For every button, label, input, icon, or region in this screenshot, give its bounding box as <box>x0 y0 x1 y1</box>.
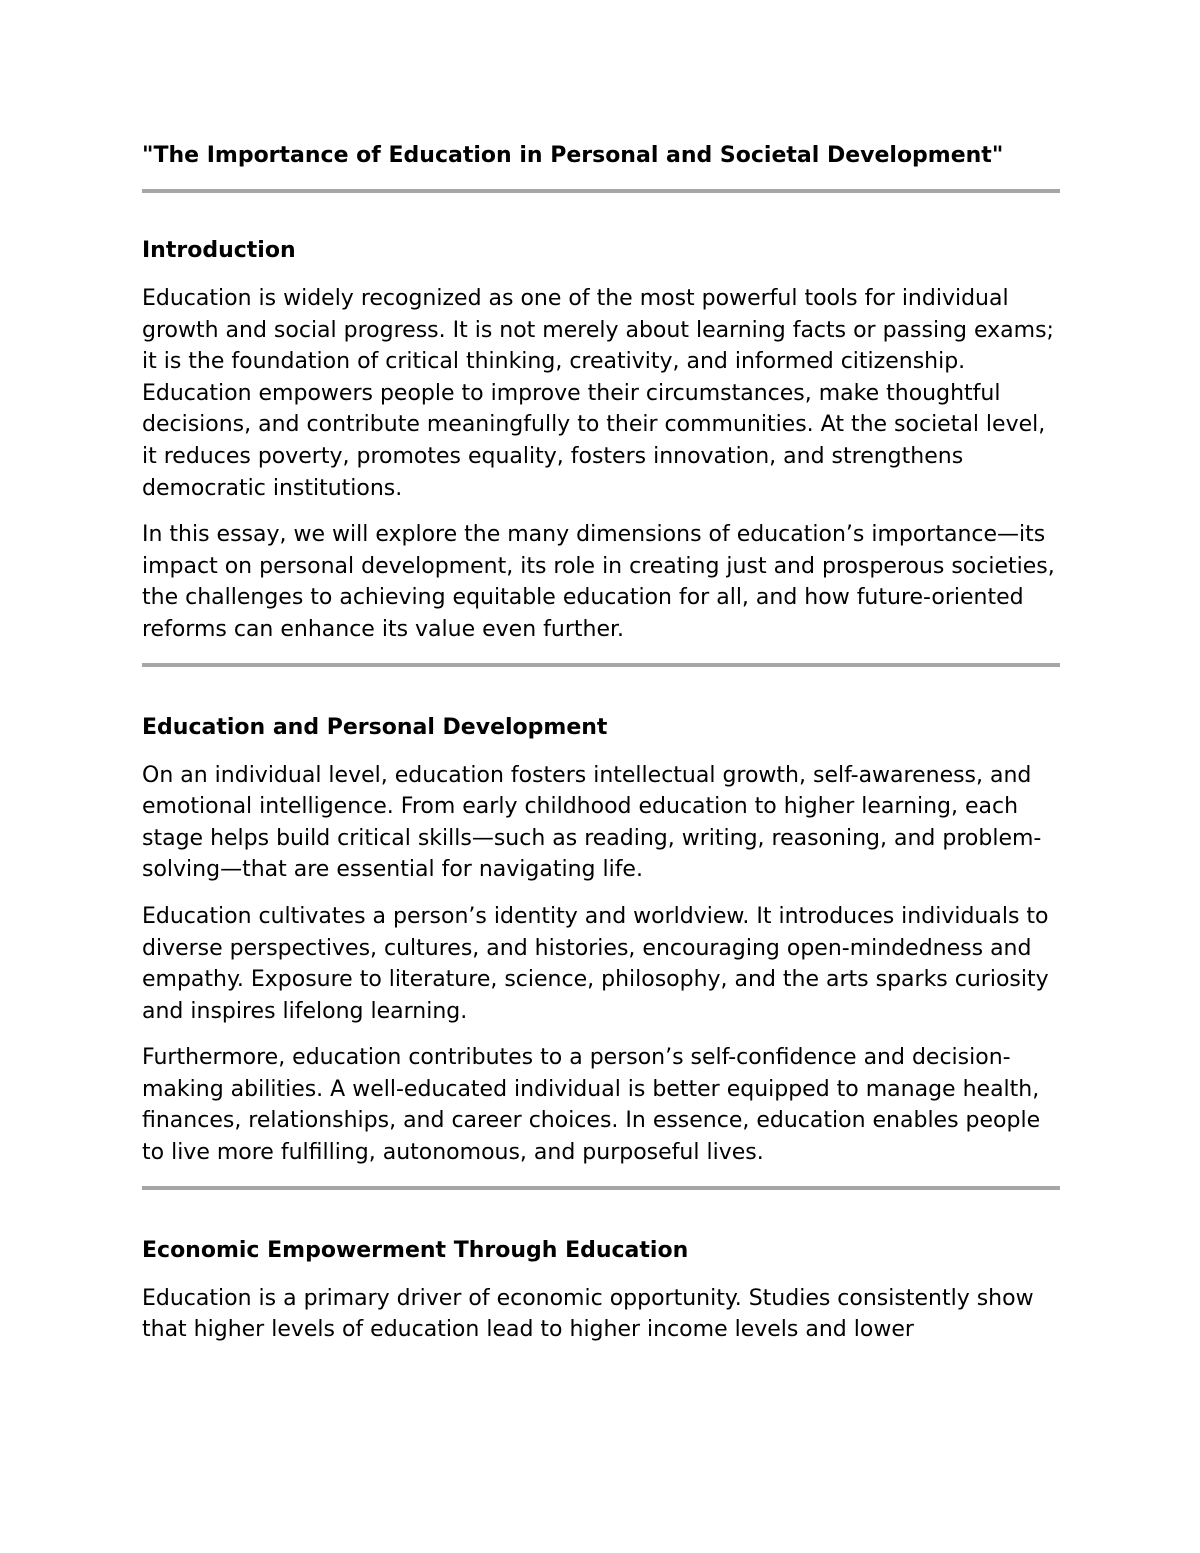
section-heading: Economic Empowerment Through Education <box>142 1237 689 1263</box>
horizontal-rule <box>142 1186 1060 1190</box>
horizontal-rule <box>142 663 1060 667</box>
paragraph: Education is widely recognized as one of the most powerful tools for individual growth and social progress. It is not merely about learning facts or passing exams; it is the foundation of critical thinking, creativity, and informed citizenship. Education empowers people to improve their circumstances, make thoughtful decisions, and contribute meaningfully to their communities. At the societal level, it reduces poverty, promotes equality, fosters innovation, and strengthens democratic institutions. <box>142 286 1054 501</box>
document-title: "The Importance of Education in Personal and Societal Development" <box>142 143 1004 168</box>
section-heading: Introduction <box>142 238 296 263</box>
paragraph: In this essay, we will explore the many dimensions of education’s importance—its impact on personal development, its role in creating just and prosperous societies, the challenges to achieving equitable education for all, and how future-oriented reforms can enhance its value even further. <box>142 522 1055 642</box>
section-heading: Education and Personal Development <box>142 714 608 740</box>
document-page <box>142 140 1060 1346</box>
paragraph: Education cultivates a person’s identity and worldview. It introduces individuals to diverse perspectives, cultures, and histories, encouraging open-mindedness and empathy. Exposure to literature, science, philosophy, and the arts sparks curiosity and inspires lifelong learning. <box>142 903 1049 1024</box>
paragraph: Furthermore, education contributes to a person’s self-confidence and decision-making abilities. A well-educated individual is better equipped to manage health, finances, relationships, and career choices. In essence, education enables people to live more fulfilling, autonomous, and purposeful lives. <box>142 1045 1041 1166</box>
section-introduction <box>142 235 1060 667</box>
paragraph: Education is a primary driver of economic opportunity. Studies consistently show that higher levels of education lead to higher income levels and lower <box>142 1285 1034 1343</box>
section-personal-development <box>142 712 1060 1190</box>
section-economic-empowerment <box>142 1235 1060 1346</box>
horizontal-rule <box>142 189 1060 193</box>
paragraph: On an individual level, education fosters intellectual growth, self-awareness, and emotional intelligence. From early childhood education to higher learning, each stage helps build critical skills—such as reading, writing, reasoning, and problem-solving—that are essential for navigating life. <box>142 762 1042 883</box>
